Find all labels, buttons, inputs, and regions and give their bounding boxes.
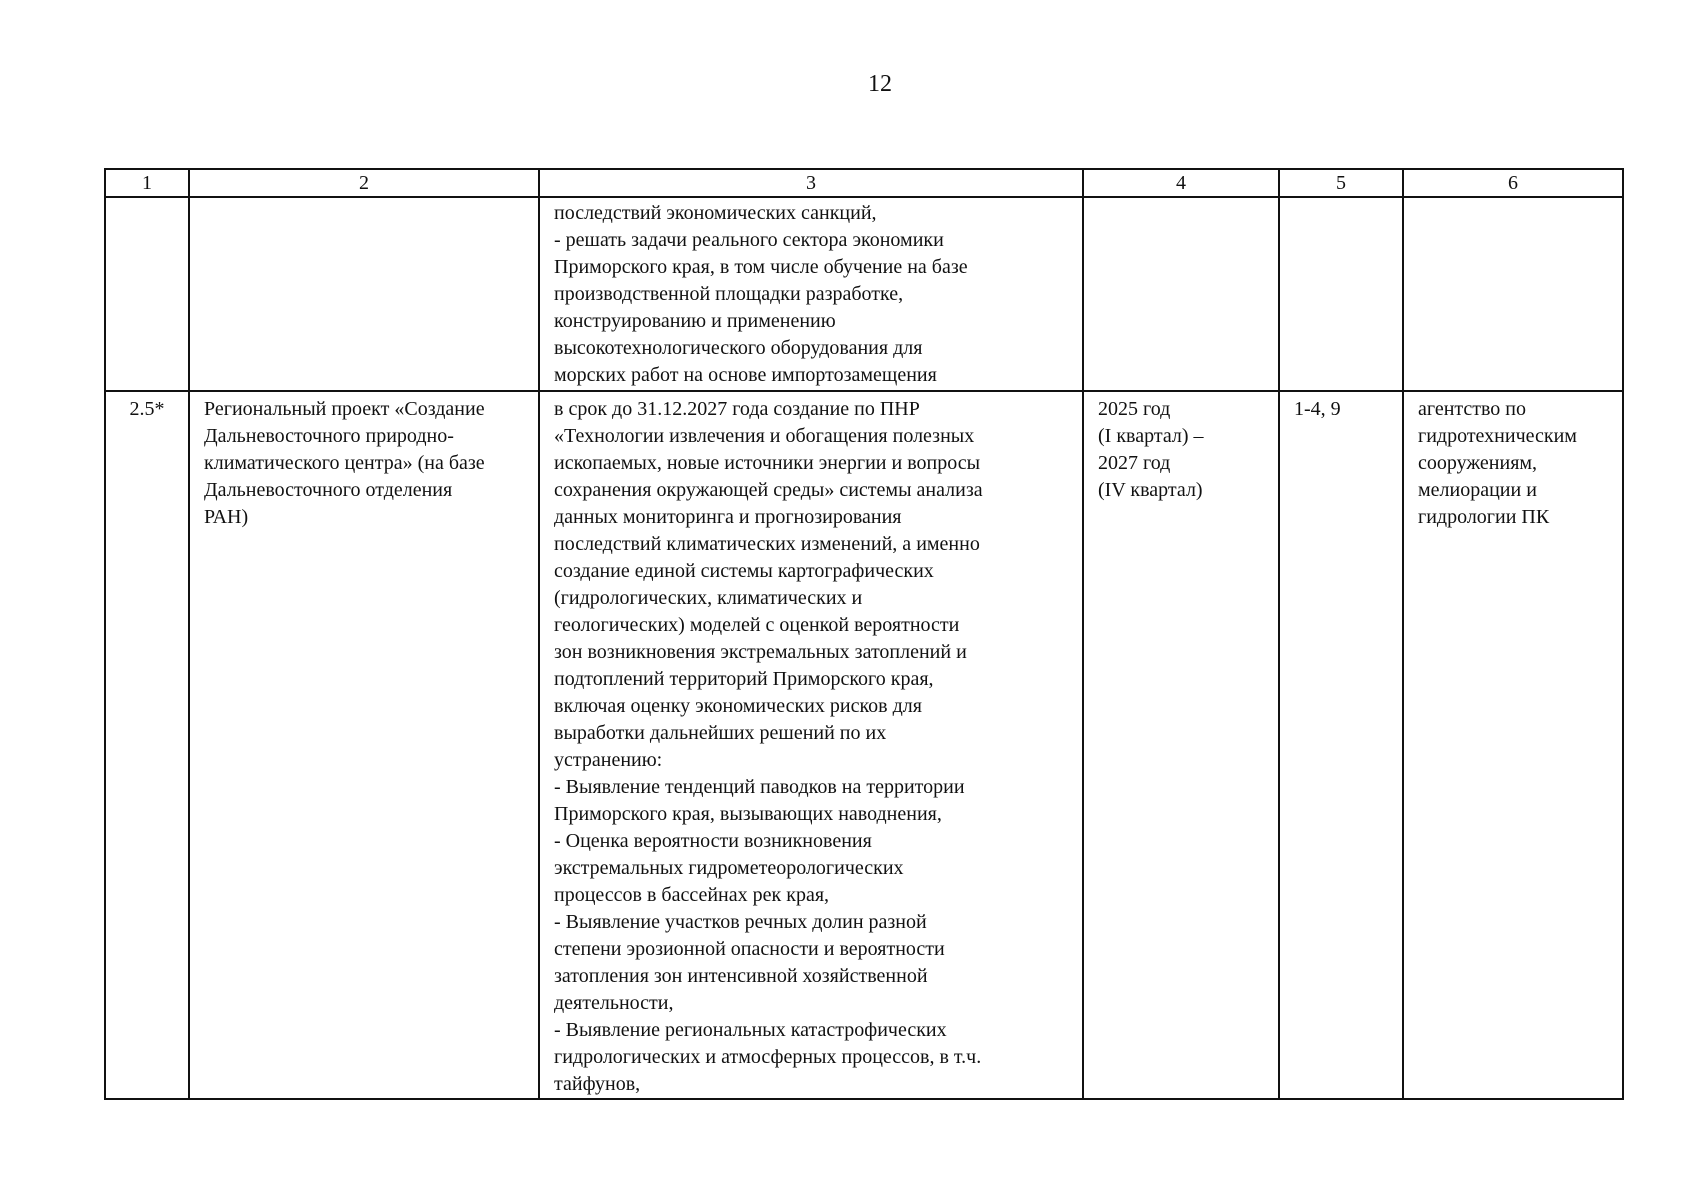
table-header-row bbox=[105, 169, 1623, 197]
text-line: сооружениям, bbox=[1418, 452, 1538, 474]
text-line: (IV квартал) bbox=[1098, 479, 1203, 501]
cell-responsible bbox=[1403, 391, 1623, 1099]
text-line: тайфунов, bbox=[554, 1073, 641, 1095]
text-line: - решать задачи реального сектора экономики bbox=[554, 229, 944, 251]
text-line: создание единой системы картографических bbox=[554, 560, 934, 582]
text-line: выработки дальнейших решений по их bbox=[554, 722, 887, 744]
text-line: в срок до 31.12.2027 года создание по ПНР bbox=[554, 398, 920, 420]
text-line: 2027 год bbox=[1098, 452, 1171, 474]
text-line: - Оценка вероятности возникновения bbox=[554, 830, 872, 852]
cell-description bbox=[539, 391, 1083, 1099]
text-line: деятельности, bbox=[554, 992, 674, 1014]
text-line: Дальневосточного отделения bbox=[204, 479, 453, 501]
page-number: 12 bbox=[868, 71, 892, 97]
text-line: «Технологии извлечения и обогащения полезных bbox=[554, 425, 975, 447]
table-row-2-5 bbox=[105, 391, 1623, 1099]
cell-period-empty bbox=[1083, 197, 1279, 391]
text-line: Приморского края, в том числе обучение на базе bbox=[554, 256, 968, 278]
cell-description-continuation bbox=[539, 197, 1083, 391]
text-line: производственной площадки разработке, bbox=[554, 283, 904, 305]
text-line: геологических) моделей с оценкой вероятности bbox=[554, 614, 960, 636]
column-header-2: 2 bbox=[189, 169, 539, 197]
cell-row-number: 2.5* bbox=[105, 391, 189, 1099]
text-line: - Выявление участков речных долин разной bbox=[554, 911, 927, 933]
text-line: гидрологических и атмосферных процессов, в т.ч. bbox=[554, 1046, 982, 1068]
text-line: степени эрозионной опасности и вероятности bbox=[554, 938, 945, 960]
text-line: ископаемых, новые источники энергии и вопросы bbox=[554, 452, 981, 474]
text-line: агентство по bbox=[1418, 398, 1527, 420]
column-header-4: 4 bbox=[1083, 169, 1279, 197]
text-line: подтоплений территорий Приморского края, bbox=[554, 668, 934, 690]
text-line: гидротехническим bbox=[1418, 425, 1577, 447]
table-row-continuation bbox=[105, 197, 1623, 391]
text-line: РАН) bbox=[204, 506, 249, 528]
text-line: морских работ на основе импортозамещения bbox=[554, 364, 937, 386]
cell-period bbox=[1083, 391, 1279, 1099]
cell-project-name bbox=[189, 391, 539, 1099]
text-line: включая оценку экономических рисков для bbox=[554, 695, 922, 717]
text-line: последствий экономических санкций, bbox=[554, 202, 877, 224]
text-line: Дальневосточного природно- bbox=[204, 425, 454, 447]
column-header-3: 3 bbox=[539, 169, 1083, 197]
text-line: - Выявление тенденций паводков на территории bbox=[554, 776, 965, 798]
text-line: высокотехнологического оборудования для bbox=[554, 337, 923, 359]
text-line: экстремальных гидрометеорологических bbox=[554, 857, 904, 879]
document-table bbox=[104, 168, 1624, 1100]
text-line: сохранения окружающей среды» системы анализа bbox=[554, 479, 983, 501]
cell-indicators-empty bbox=[1279, 197, 1403, 391]
text-line: конструированию и применению bbox=[554, 310, 836, 332]
text-line: зон возникновения экстремальных затоплений и bbox=[554, 641, 967, 663]
text-line: Региональный проект «Создание bbox=[204, 398, 485, 420]
column-header-5: 5 bbox=[1279, 169, 1403, 197]
cell-number-empty bbox=[105, 197, 189, 391]
text-line: мелиорации и bbox=[1418, 479, 1537, 501]
text-line: - Выявление региональных катастрофических bbox=[554, 1019, 947, 1041]
column-header-6: 6 bbox=[1403, 169, 1623, 197]
cell-indicators: 1-4, 9 bbox=[1279, 391, 1403, 1099]
cell-project-empty bbox=[189, 197, 539, 391]
column-header-1: 1 bbox=[105, 169, 189, 197]
text-line: климатического центра» (на базе bbox=[204, 452, 485, 474]
text-line: Приморского края, вызывающих наводнения, bbox=[554, 803, 942, 825]
text-line: гидрологии ПК bbox=[1418, 506, 1550, 528]
text-line: (I квартал) – bbox=[1098, 425, 1204, 447]
text-line: последствий климатических изменений, а именно bbox=[554, 533, 980, 555]
text-line: (гидрологических, климатических и bbox=[554, 587, 863, 609]
text-line: затопления зон интенсивной хозяйственной bbox=[554, 965, 928, 987]
text-line: данных мониторинга и прогнозирования bbox=[554, 506, 902, 528]
cell-responsible-empty bbox=[1403, 197, 1623, 391]
text-line: 2025 год bbox=[1098, 398, 1171, 420]
text-line: процессов в бассейнах рек края, bbox=[554, 884, 830, 906]
text-line: устранению: bbox=[554, 749, 663, 771]
